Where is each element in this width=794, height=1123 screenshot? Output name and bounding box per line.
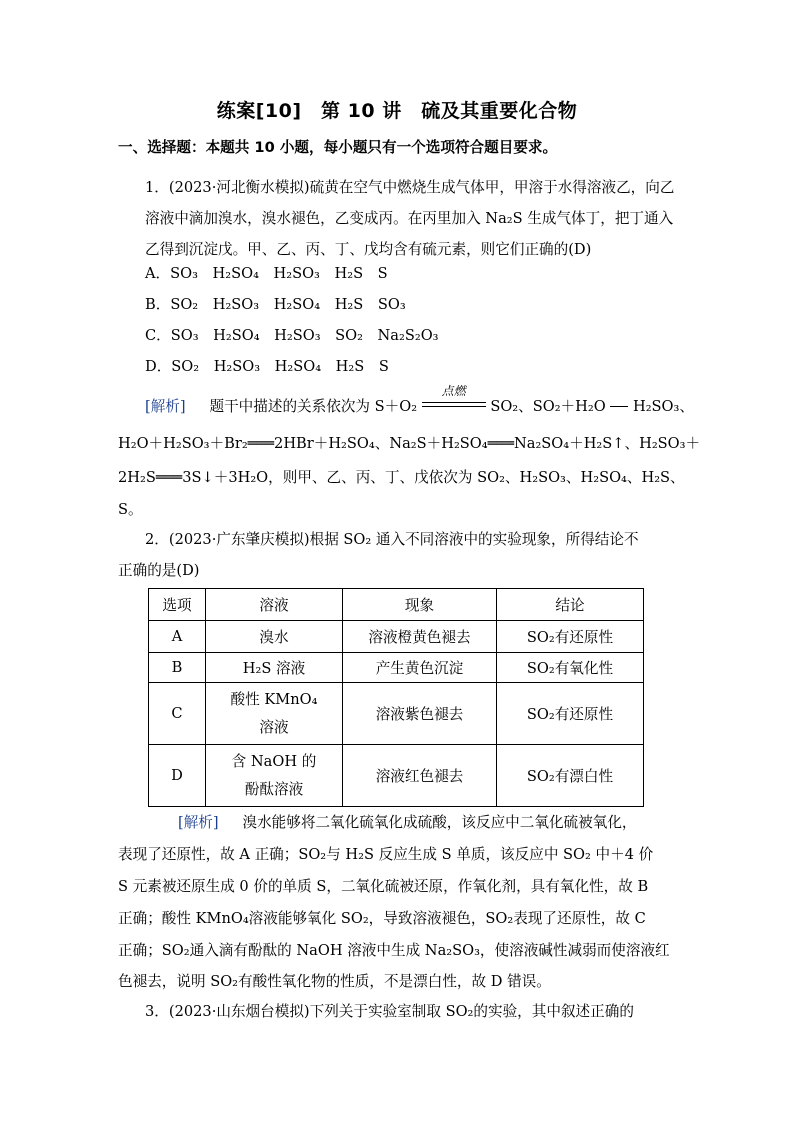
table-cell: SO₂有还原性 bbox=[497, 621, 644, 653]
q1-analysis-line-1 bbox=[145, 384, 694, 417]
table-cell: 含 NaOH 的 酚酞溶液 bbox=[206, 745, 343, 807]
question-1-text: 1．(2023·河北衡水模拟)硫黄在空气中燃烧生成气体甲，甲溶于水得溶液乙，向乙溶液中滴加溴水，溴水褪色，乙变成丙。在丙里加入 Na₂S 生成气体丁，把丁通入乙得到沉淀戊。甲、乙、丙、丁、戊均含有硫元素，则它们正确的(D) bbox=[145, 179, 675, 258]
table-cell: 溶液橙黄色褪去 bbox=[343, 621, 497, 653]
table-cell: SO₂有氧化性 bbox=[497, 653, 644, 683]
q2-analysis-part-1: 溴水能够将二氧化硫氧化成硫酸，该反应中二氧化硫被氧化， bbox=[242, 814, 637, 831]
question-3-line-1: 3．(2023·山东烟台模拟)下列关于实验室制取 SO₂的实验，其中叙述正确的 bbox=[145, 1003, 634, 1020]
table-row bbox=[149, 745, 644, 807]
q1-analysis-part-1: 题干中描述的关系依次为 S＋O₂ bbox=[209, 398, 418, 415]
table-row bbox=[149, 621, 644, 653]
table-header: 选项 bbox=[149, 589, 206, 621]
question-2-line-1: 2．(2023·广东肇庆模拟)根据 SO₂ 通入不同溶液中的实验现象，所得结论不 bbox=[145, 531, 639, 548]
reaction-condition: 点燃 bbox=[441, 384, 466, 398]
q2-analysis-line-6: 色褪去，说明 SO₂有酸性氧化物的性质，不是漂白性，故 D 错误。 bbox=[118, 973, 551, 990]
table-cell: SO₂有还原性 bbox=[497, 683, 644, 745]
section-heading: 一、选择题：本题共 10 小题，每小题只有一个选项符合题目要求。 bbox=[118, 139, 558, 156]
q1-analysis-line-2: H₂O＋H₂SO₃＋Br₂═══2HBr＋H₂SO₄、Na₂S＋H₂SO₄═══Na₂SO₄＋H₂S↑、H₂SO₃＋ bbox=[118, 435, 701, 452]
question-2-line-2: 正确的是(D) bbox=[118, 562, 200, 579]
table-cell: B bbox=[149, 653, 206, 683]
q1-analysis-part-2: SO₂、SO₂＋H₂O bbox=[490, 398, 606, 415]
q1-analysis-line-4: S。 bbox=[118, 501, 143, 518]
experiment-table bbox=[148, 588, 644, 807]
q1-option-c: C．SO₃ H₂SO₄ H₂SO₃ SO₂ Na₂S₂O₃ bbox=[145, 327, 439, 344]
analysis-label: [解析] bbox=[178, 814, 219, 831]
page-title: 练案[10] 第 10 讲 硫及其重要化合物 bbox=[216, 100, 578, 122]
table-header: 溶液 bbox=[206, 589, 343, 621]
table-cell: 产生黄色沉淀 bbox=[343, 653, 497, 683]
q1-option-b: B．SO₂ H₂SO₃ H₂SO₄ H₂S SO₃ bbox=[145, 296, 406, 313]
table-cell: SO₂有漂白性 bbox=[497, 745, 644, 807]
q2-analysis-line-1 bbox=[178, 813, 678, 833]
analysis-label: [解析] bbox=[145, 398, 186, 415]
q1-option-d: D．SO₂ H₂SO₃ H₂SO₄ H₂S S bbox=[145, 358, 389, 375]
table-cell: 溴水 bbox=[206, 621, 343, 653]
table-cell: 溶液红色褪去 bbox=[343, 745, 497, 807]
table-header: 结论 bbox=[497, 589, 644, 621]
table-cell: D bbox=[149, 745, 206, 807]
table-cell: 酸性 KMnO₄ 溶液 bbox=[206, 683, 343, 745]
table-cell: 溶液紫色褪去 bbox=[343, 683, 497, 745]
reversible-arrow bbox=[610, 406, 628, 407]
table-cell: H₂S 溶液 bbox=[206, 653, 343, 683]
q1-option-a: A．SO₃ H₂SO₄ H₂SO₃ H₂S S bbox=[145, 265, 388, 282]
table-row bbox=[149, 653, 644, 683]
table-cell: A bbox=[149, 621, 206, 653]
q1-analysis-part-3: H₂SO₃、 bbox=[632, 398, 694, 415]
q2-analysis-line-3: S 元素被还原生成 0 价的单质 S，二氧化硫被还原，作氧化剂，具有氧化性，故 B bbox=[118, 878, 649, 895]
table-row bbox=[149, 683, 644, 745]
table-header-row bbox=[149, 589, 644, 621]
table-header: 现象 bbox=[343, 589, 497, 621]
q2-analysis-line-4: 正确；酸性 KMnO₄溶液能够氧化 SO₂，导致溶液褪色，SO₂表现了还原性，故 C bbox=[118, 910, 646, 927]
q2-analysis-line-5: 正确；SO₂通入滴有酚酞的 NaOH 溶液中生成 Na₂SO₃，使溶液碱性减弱而使溶液红 bbox=[118, 942, 670, 959]
q1-analysis-line-3: 2H₂S═══3S↓＋3H₂O，则甲、乙、丙、丁、戊依次为 SO₂、H₂SO₃、H₂SO₄、H₂S、 bbox=[118, 469, 685, 486]
reaction-arrow bbox=[422, 384, 486, 413]
table-cell: C bbox=[149, 683, 206, 745]
q2-analysis-line-2: 表现了还原性，故 A 正确；SO₂与 H₂S 反应生成 S 单质，该反应中 SO₂ 中＋4 价 bbox=[118, 846, 654, 863]
